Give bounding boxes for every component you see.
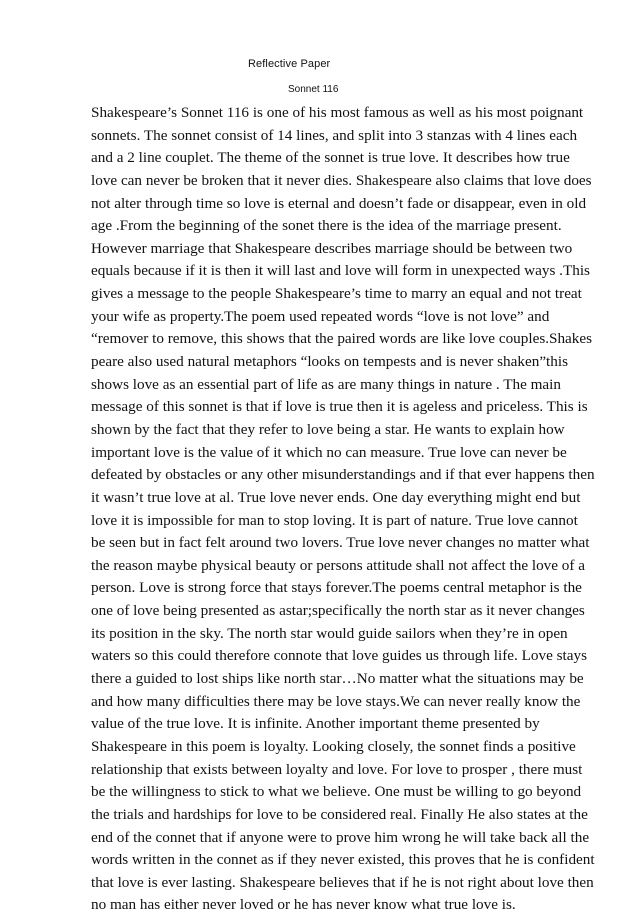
essay-body [91,102,611,917]
text-line: love can never be broken that it never dies. Shakespeare also claims that love does [91,171,592,189]
text-line: words written in the connet as if they never existed, this proves that he is confident [91,851,595,869]
text-line: the trials and hardships for love to be considered real. Finally He also states at the [91,805,588,823]
text-line: shows love as an essential part of life as are many things in nature . The main [91,375,561,393]
text-line: end of the connet that if anyone were to prove him wrong he will take back all the [91,828,590,846]
text-line: and a 2 line couplet. The theme of the sonnet is true love. It describes how true [91,149,570,167]
text-line: your wife as property.The poem used repeated words “love is not love” and [91,307,550,325]
text-line: important love is the value of it which no can measure. True love can never be [91,443,567,461]
text-line: However marriage that Shakespeare describes marriage should be between two [91,239,573,257]
text-line: and how many difficulties there may be love stays.We can never really know the [91,692,581,710]
text-line: equals because if it is then it will last and love will form in unexpected ways .This [91,262,590,280]
text-line: age .From the beginning of the sonet there is the idea of the marriage present. [91,217,562,235]
text-line: defeated by obstacles or any other misunderstandings and if that ever happens then [91,466,595,484]
text-line: the reason maybe physical beauty or persons attitude shall not affect the love of a [91,556,585,574]
text-line: that love is ever lasting. Shakespeare believes that if he is not right about love then [91,873,594,891]
text-line: gives a message to the people Shakespeare’s time to marry an equal and not treat [91,285,582,303]
text-line: Shakespeare in this poem is loyalty. Looking closely, the sonnet finds a positive [91,737,576,755]
page-subtitle: Sonnet 116 [288,84,339,95]
text-line: no man has either never loved or he has never know what true love is. [91,896,516,914]
text-line: “remover to remove, this shows that the paired words are like love couples.Shakes [91,330,593,348]
text-line: love it is impossible for man to stop loving. It is part of nature. True love cannot [91,511,578,529]
text-line: sonnets. The sonnet consist of 14 lines, and split into 3 stanzas with 4 lines each [91,126,578,144]
text-line: there a guided to lost ships like north star…No matter what the situations may be [91,670,584,688]
page-title: Reflective Paper [248,58,331,70]
text-line: not alter through time so love is eternal and doesn’t fade or disappear, even in old [91,194,587,212]
text-line: be the willingness to stick to what we believe. One must be willing to go beyond [91,783,582,801]
text-line: Shakespeare’s Sonnet 116 is one of his most famous as well as his most poignant [91,104,584,121]
text-line: message of this sonnet is that if love is true then it is ageless and priceless. This is [91,398,588,416]
text-line: shown by the fact that they refer to love being a star. He wants to explain how [91,420,565,438]
text-line: relationship that exists between loyalty and love. For love to prosper , there must [91,760,583,778]
text-line: waters so this could therefore connote that love guides us through life. Love stays [91,647,588,665]
text-line: be seen but in fact felt around two lovers. True love never changes no matter what [91,534,590,552]
text-line: its position in the sky. The north star would guide sailors when they’re in open [91,624,568,642]
text-line: person. Love is strong force that stays forever.The poems central metaphor is the [91,579,582,597]
text-line: value of the true love. It is infinite. Another important theme presented by [91,715,540,733]
text-line: one of love being presented as astar;specifically the north star as it never changes [91,602,585,620]
text-line: peare also used natural metaphors “looks on tempests and is never shaken”this [91,353,569,371]
text-line: it wasn’t true love at al. True love never ends. One day everything might end but [91,488,581,506]
